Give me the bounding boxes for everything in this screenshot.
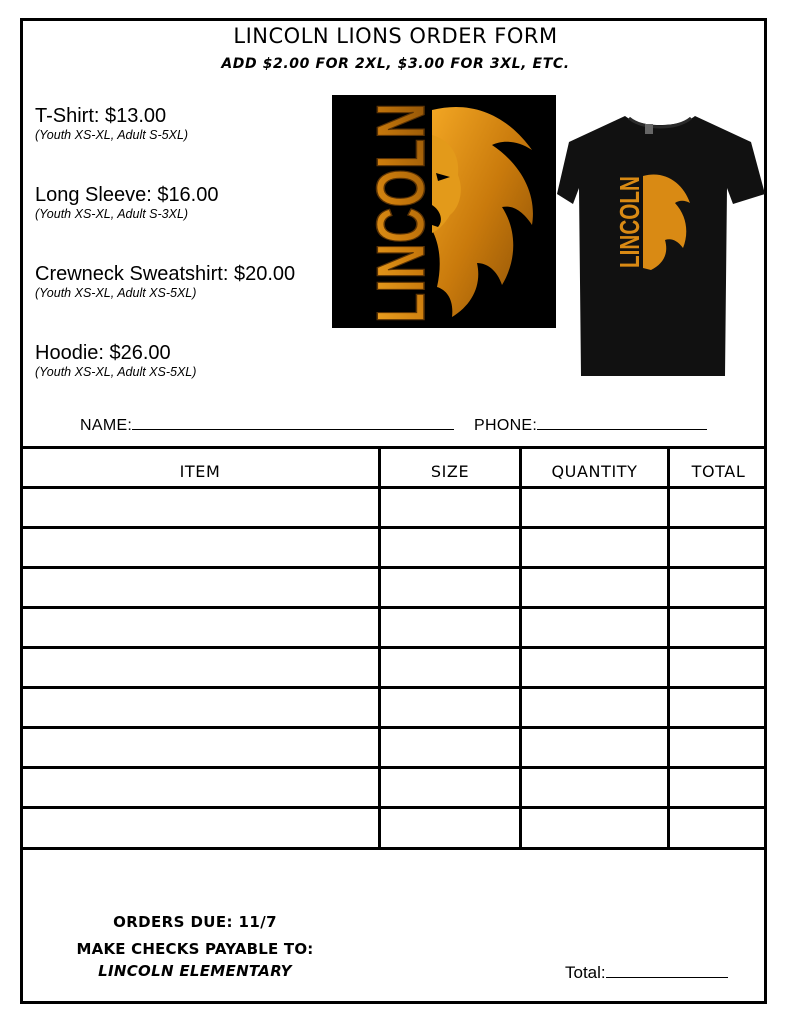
- table-row[interactable]: [23, 529, 378, 566]
- product-name: Long Sleeve: $16.00: [35, 184, 219, 206]
- product-sizes: (Youth XS-XL, Adult S-3XL): [35, 207, 189, 221]
- product-tshirt: [35, 105, 188, 143]
- table-row[interactable]: [23, 689, 378, 726]
- product-hoodie: [35, 342, 196, 380]
- phone-input-line[interactable]: [537, 429, 707, 430]
- orders-due-date: ORDERS DUE: 11/7: [113, 913, 277, 931]
- product-crewneck: [35, 263, 295, 301]
- total-column-header: TOTAL: [691, 462, 746, 481]
- tshirt-mockup-image: [555, 108, 767, 380]
- product-name: Hoodie: $26.00: [35, 342, 171, 364]
- product-sizes: (Youth XS-XL, Adult XS-5XL): [35, 365, 197, 379]
- product-sizes: (Youth XS-XL, Adult S-5XL): [35, 128, 189, 142]
- lion-design-artwork: [332, 95, 556, 328]
- form-title: LINCOLN LIONS ORDER FORM: [233, 24, 558, 48]
- table-row[interactable]: [23, 649, 378, 686]
- name-label: NAME:: [80, 417, 133, 434]
- grand-total-label: Total:: [565, 963, 606, 982]
- name-input-line[interactable]: [132, 429, 454, 430]
- column-divider: [519, 446, 522, 850]
- table-row[interactable]: [23, 569, 378, 606]
- shirt-logo-text: LINCOLN: [614, 143, 645, 268]
- lion-logo-image: [332, 95, 556, 328]
- payee-name: LINCOLN ELEMENTARY: [98, 962, 292, 980]
- quantity-column-header: QUANTITY: [551, 462, 638, 481]
- checks-payable-label: MAKE CHECKS PAYABLE TO:: [76, 940, 314, 958]
- name-field[interactable]: [80, 417, 454, 435]
- product-name: T-Shirt: $13.00: [35, 105, 167, 127]
- table-top-border: [20, 446, 767, 449]
- table-row[interactable]: [23, 769, 378, 806]
- grand-total-input-line[interactable]: [606, 977, 728, 978]
- phone-label: PHONE:: [474, 417, 538, 434]
- table-row[interactable]: [23, 809, 378, 847]
- product-name: Crewneck Sweatshirt: $20.00: [35, 263, 296, 285]
- lincoln-logo-text: LINCOLN: [363, 95, 439, 323]
- table-row[interactable]: [23, 489, 378, 526]
- phone-field[interactable]: [474, 417, 707, 435]
- size-column-header: SIZE: [430, 462, 470, 481]
- table-row[interactable]: [23, 729, 378, 766]
- grand-total-field[interactable]: [565, 963, 728, 983]
- table-row[interactable]: [23, 609, 378, 646]
- column-divider: [378, 446, 381, 850]
- table-bottom-border: [20, 847, 767, 850]
- product-long-sleeve: [35, 184, 219, 222]
- item-column-header: ITEM: [179, 462, 221, 481]
- product-sizes: (Youth XS-XL, Adult XS-5XL): [35, 286, 197, 300]
- size-surcharge-note: ADD $2.00 FOR 2XL, $3.00 FOR 3XL, ETC.: [221, 56, 570, 72]
- column-divider: [667, 446, 670, 850]
